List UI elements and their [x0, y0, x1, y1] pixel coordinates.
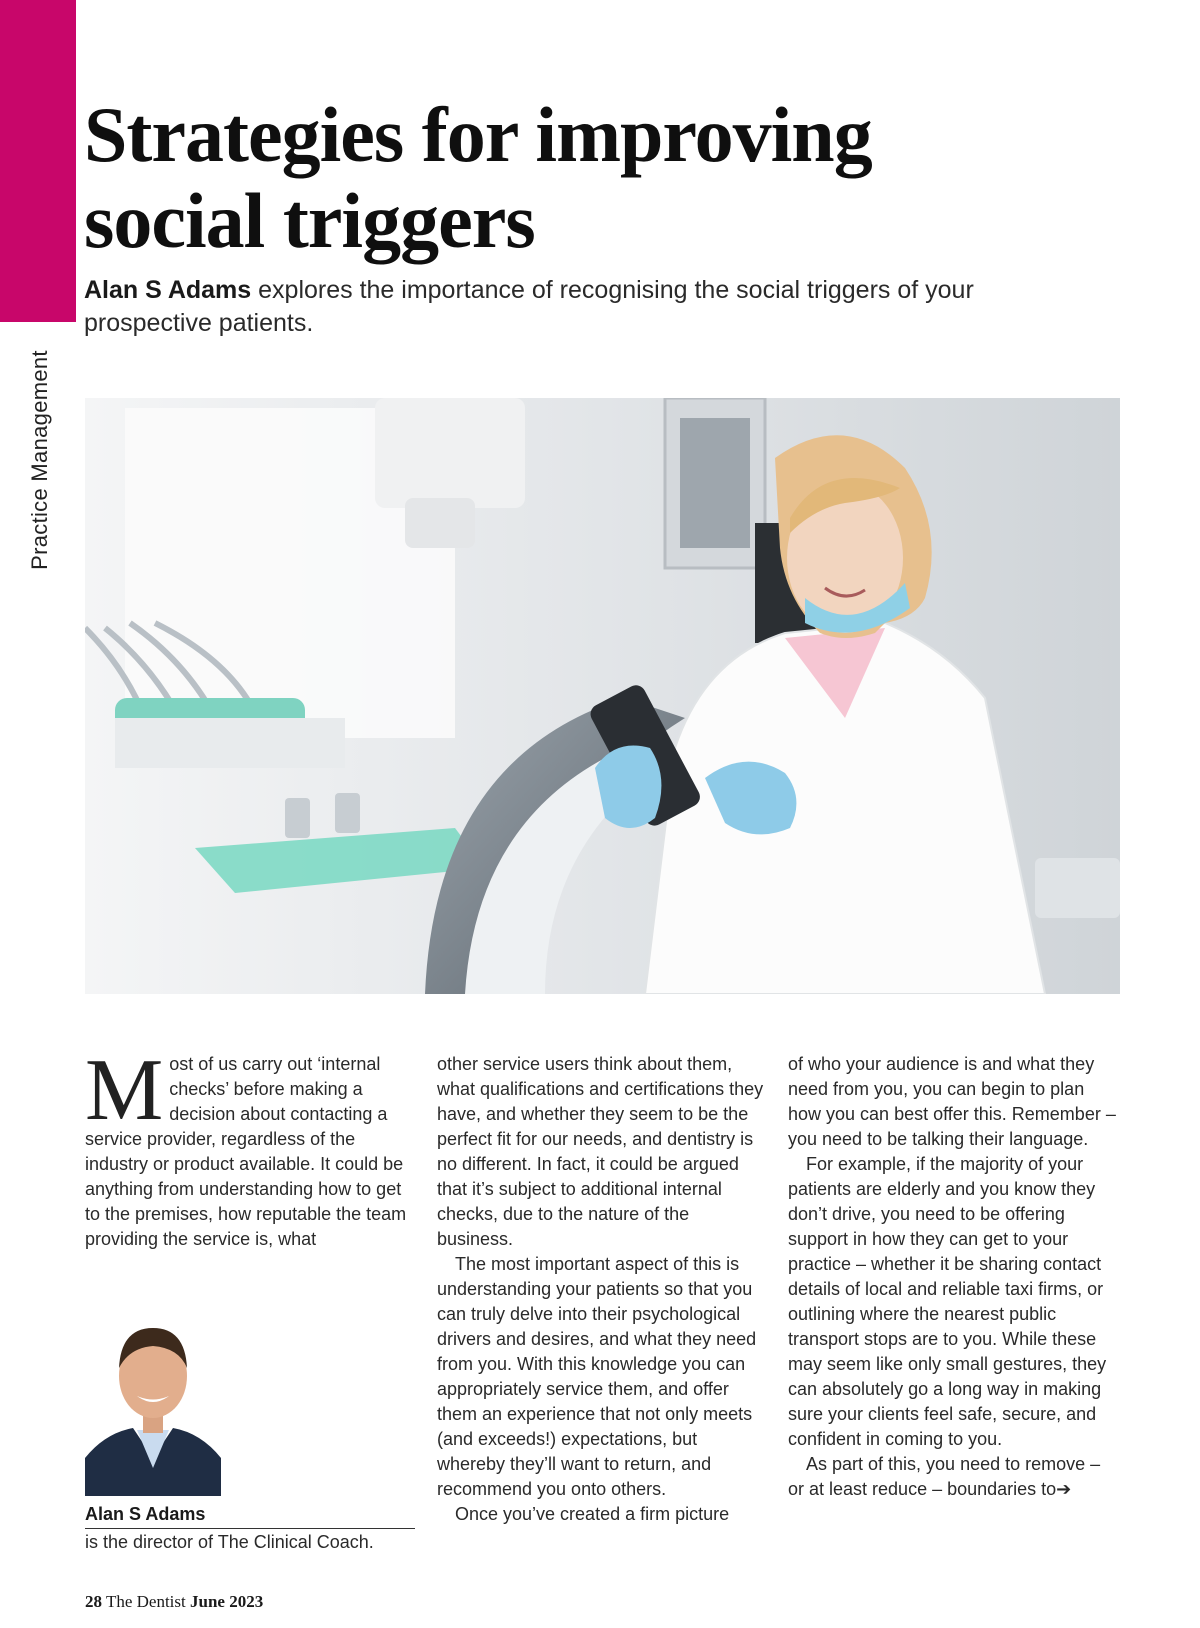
page-footer [85, 1592, 263, 1612]
col3-paragraph-2: For example, if the majority of your patients are elderly and you know they don’t drive, you need to be offering support in how they can get to your practice – whether it be sharing contact details of local and reliable taxi firms, or outlining where the nearest public transport stops are to you. While these may seem like only small gestures, they can absolutely go a long way in making sure your clients feel safe, secure, and confident in coming to you. [788, 1154, 1107, 1449]
author-caption-name: Alan S Adams [85, 1502, 415, 1529]
col1-paragraph-1: ost of us carry out ‘internal checks’ before making a decision about contacting a service provider, regardless of the industry or product available. It could be anything from understanding how to get to the premises, how reputable the team providing the service is, what [85, 1054, 407, 1249]
dentist-with-tablet-photo-icon [85, 398, 1120, 994]
headline-line-2: social triggers [84, 176, 535, 264]
author-photo [85, 1308, 221, 1496]
col2-paragraph-1: other service users think about them, what qualifications and certifications they have, and whether they seem to be the perfect fit for our needs, and dentistry is no different. In fact, it could be argued that it’s subject to additional internal checks, due to the nature of the business. [437, 1054, 764, 1249]
col3-paragraph-3 [788, 1452, 1118, 1502]
col2-paragraph-3: Once you’ve created a firm picture [455, 1504, 730, 1524]
section-label: Practice Management [27, 350, 52, 570]
col3-paragraph-1: of who your audience is and what they need from you, you can begin to plan how you can best offer this. Remember – you need to be talking their language. [788, 1054, 1116, 1149]
issue-date: June 2023 [190, 1592, 264, 1611]
publication-name: The Dentist [105, 1592, 186, 1611]
accent-bar [0, 0, 76, 322]
body-column-2 [437, 1052, 767, 1527]
author-caption-role: is the director of The Clinical Coach. [85, 1532, 374, 1552]
standfirst-author: Alan S Adams [84, 276, 252, 304]
standfirst-text: explores the importance of recognising the social triggers of your prospective patients. [84, 276, 974, 337]
hero-image [85, 398, 1120, 994]
article-headline [84, 92, 1104, 264]
page-number: 28 [85, 1592, 102, 1611]
author-portrait-photo-icon [85, 1308, 221, 1496]
headline-line-1: Strategies for improving [84, 91, 872, 178]
drop-cap: M [85, 1042, 164, 1139]
body-column-3 [788, 1052, 1118, 1502]
standfirst [84, 274, 1104, 339]
continue-arrow-icon: ➔ [1056, 1479, 1072, 1499]
col2-paragraph-2: The most important aspect of this is understanding your patients so that you can truly delve into their psychological drivers and desires, and what they need from you. With this knowledge you can appropriately service them, and offer them an experience that not only meets (and exceeds!) expectations, but whereby they’ll want to return, and recommend you onto others. [437, 1254, 757, 1499]
body-column-1 [85, 1042, 407, 1252]
col3-paragraph-3-text: As part of this, you need to remove – or at least reduce – boundaries to [788, 1454, 1101, 1499]
